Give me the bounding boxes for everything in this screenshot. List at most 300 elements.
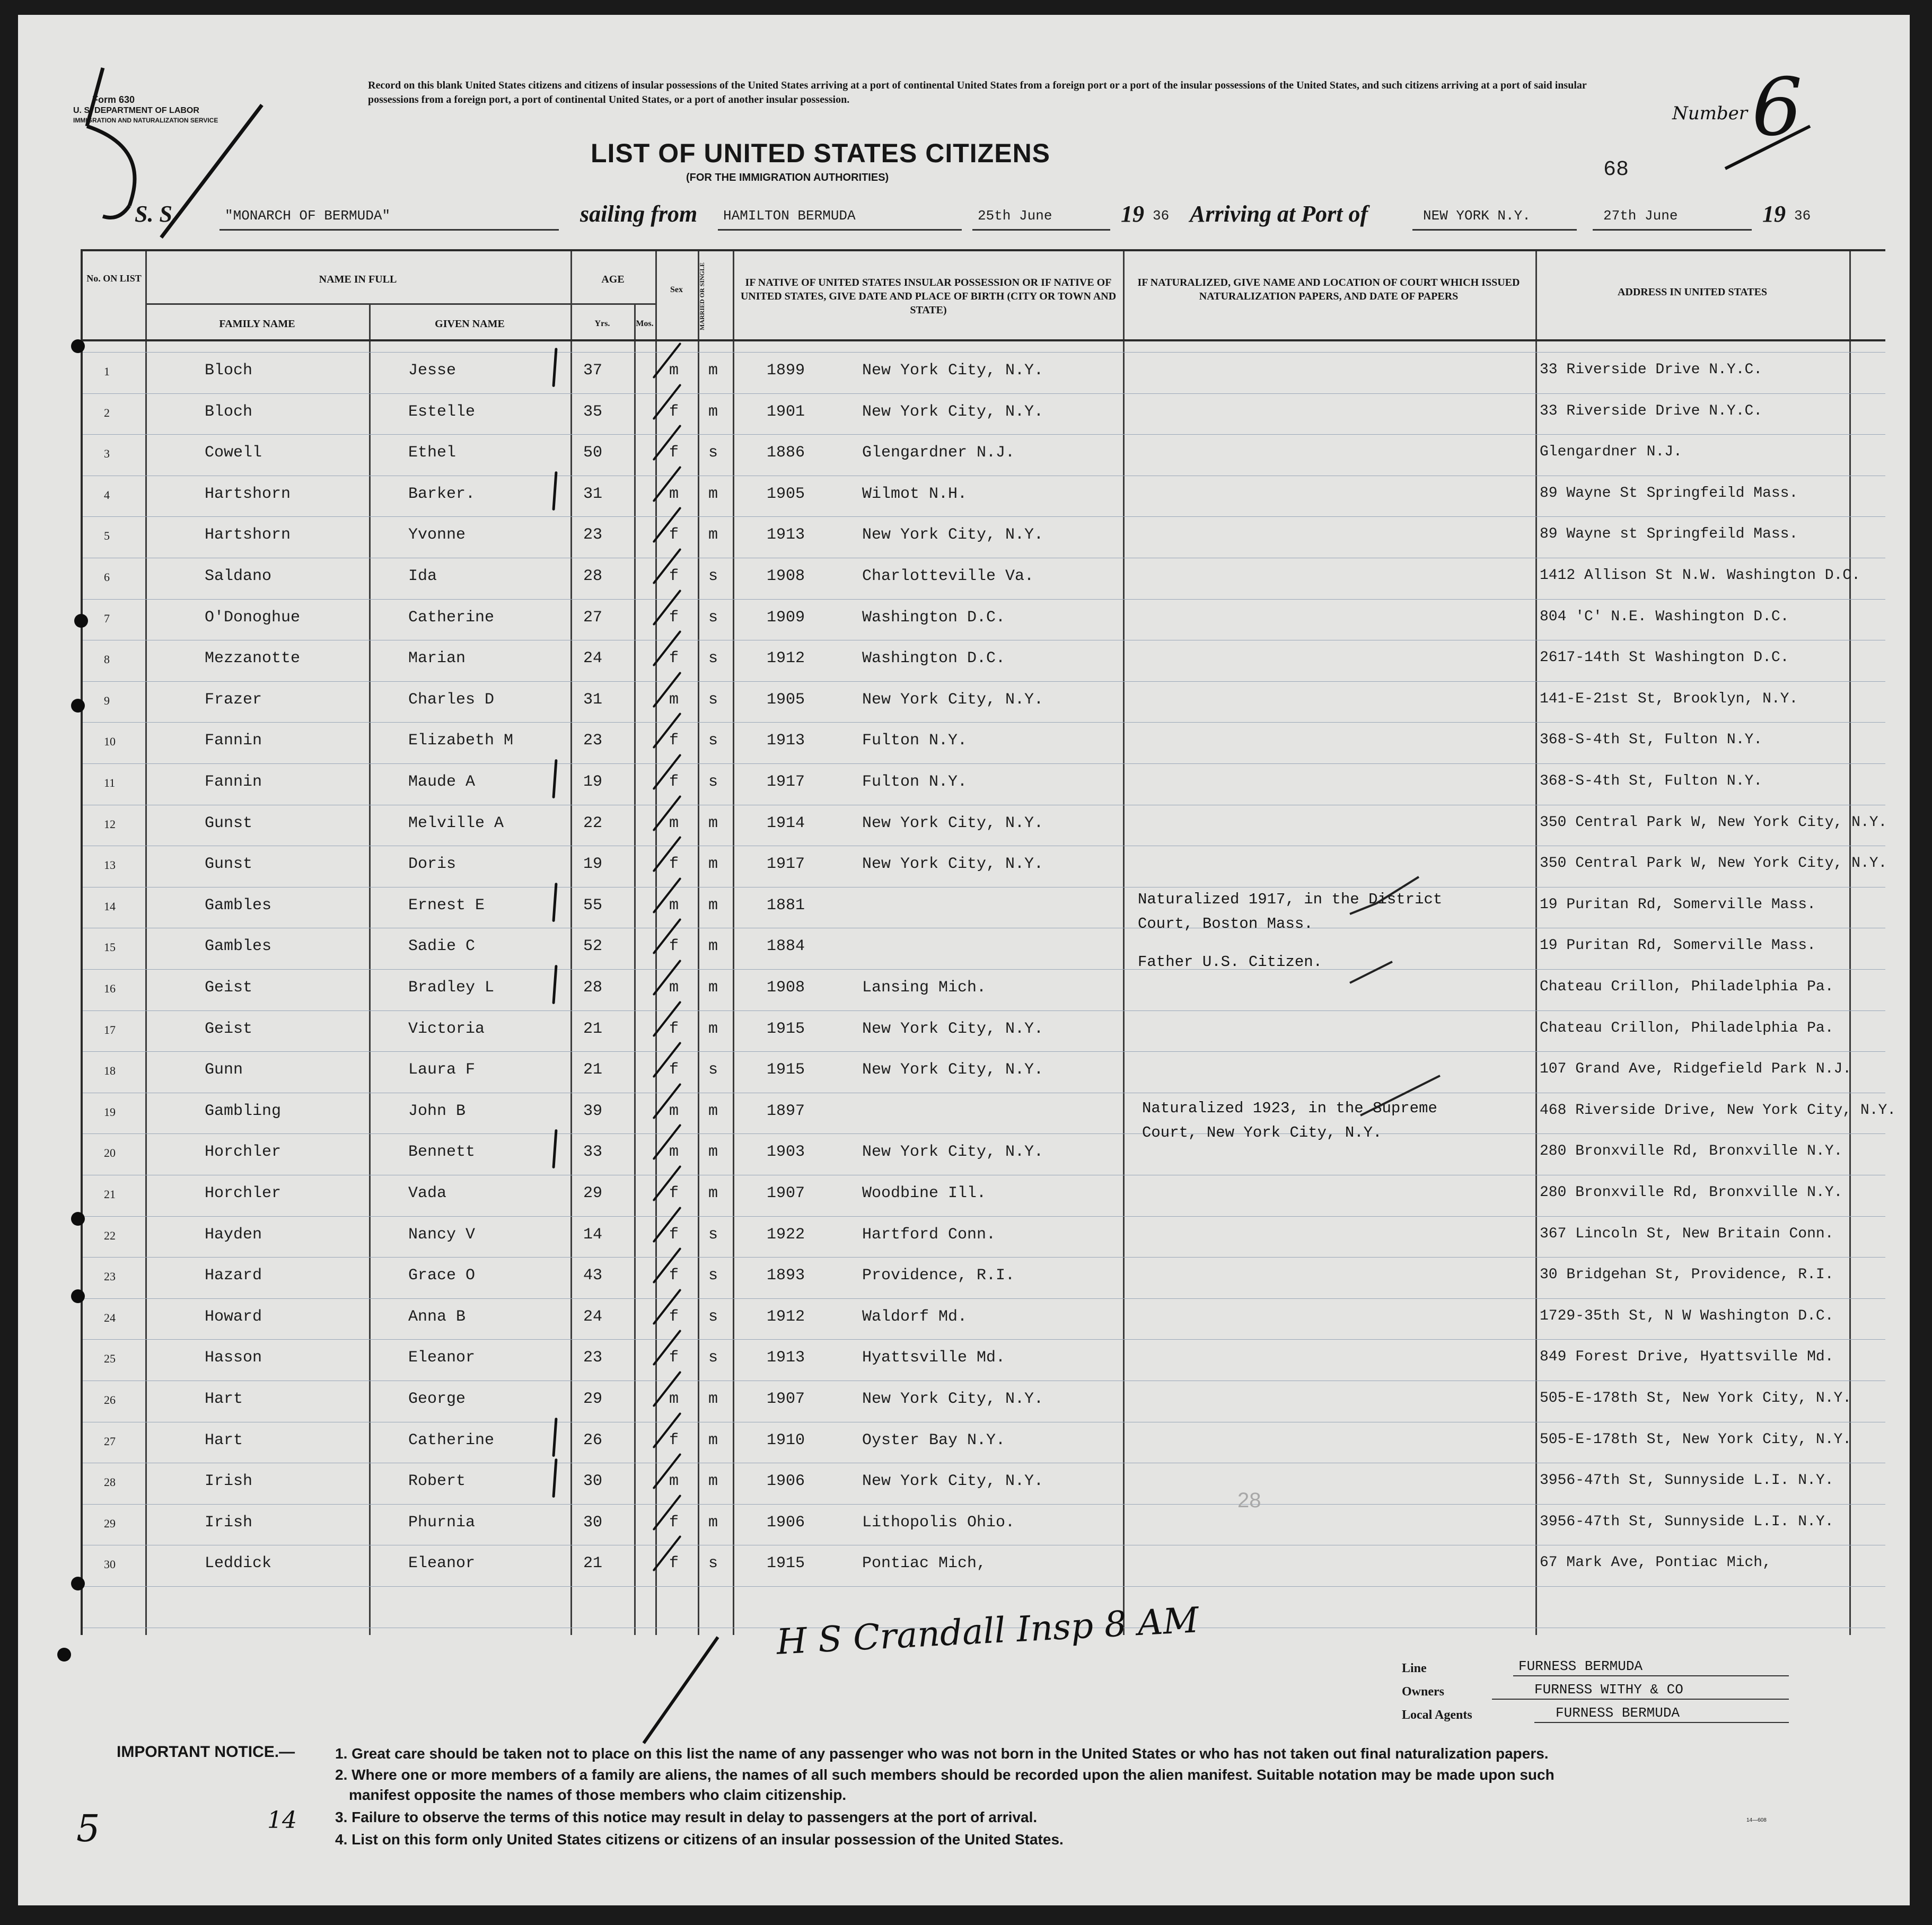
- birth-place: Hyattsville Md.: [862, 1349, 1006, 1367]
- given-name: Ethel: [408, 444, 456, 462]
- note-check-marks-icon: [1345, 866, 1663, 1163]
- age-years: 31: [583, 485, 603, 503]
- address: 849 Forest Drive, Hyattsville Md.: [1540, 1349, 1834, 1366]
- given-name: Laura F: [408, 1061, 476, 1079]
- birth-year: 1899: [767, 362, 805, 380]
- family-name: Hayden: [205, 1225, 262, 1244]
- address: 367 Lincoln St, New Britain Conn.: [1540, 1225, 1834, 1242]
- sex: m: [669, 690, 679, 709]
- given-name: Eleanor: [408, 1349, 476, 1367]
- row-number: 26: [104, 1393, 116, 1407]
- table-row: [83, 348, 1885, 389]
- marital-status: s: [708, 649, 718, 668]
- marital-status: m: [708, 1102, 718, 1120]
- birth-year: 1884: [767, 937, 805, 956]
- header-naturalized: IF NATURALIZED, GIVE NAME AND LOCATION OF COURT WHICH ISSUED NATURALIZATION PAPERS, AND DATE OF PAPERS: [1137, 277, 1520, 302]
- birth-place: Washington D.C.: [862, 608, 1006, 627]
- age-years: 28: [583, 979, 603, 997]
- row-number: 17: [104, 1023, 116, 1036]
- table-row: [83, 389, 1885, 430]
- punch-hole: [71, 1212, 85, 1226]
- marital-status: m: [708, 979, 718, 997]
- sex: m: [669, 485, 679, 503]
- row-number: 27: [104, 1434, 116, 1448]
- birth-year: 1912: [767, 649, 805, 668]
- birth-place: Wilmot N.H.: [862, 485, 968, 503]
- birth-year: 1922: [767, 1225, 805, 1244]
- address: Glengardner N.J.: [1540, 444, 1682, 461]
- note-gambles-line2: Court, Boston Mass.: [1138, 915, 1313, 933]
- table-row: [83, 553, 1885, 595]
- row-number: 9: [104, 693, 110, 707]
- family-name: Geist: [205, 1019, 253, 1038]
- birth-place: Waldorf Md.: [862, 1307, 968, 1326]
- agents-label: Local Agents: [1402, 1708, 1472, 1722]
- header-given: GIVEN NAME: [435, 318, 505, 330]
- row-number: 25: [104, 1352, 116, 1366]
- family-name: Hazard: [205, 1267, 262, 1285]
- birth-year: 1913: [767, 526, 805, 544]
- birth-year: 1893: [767, 1267, 805, 1285]
- birth-year: 1906: [767, 1513, 805, 1532]
- birth-year: 1907: [767, 1390, 805, 1408]
- page-title: LIST OF UNITED STATES CITIZENS: [591, 138, 1051, 168]
- marital-status: m: [708, 1143, 718, 1162]
- sex: f: [669, 732, 679, 750]
- family-name: Mezzanotte: [205, 649, 301, 668]
- sex: m: [669, 979, 679, 997]
- tally-mark-icon: [552, 348, 557, 387]
- marital-status: s: [708, 608, 718, 627]
- table-row: [83, 430, 1885, 471]
- age-years: 14: [583, 1225, 603, 1244]
- birth-place: New York City, N.Y.: [862, 1143, 1044, 1162]
- marital-status: m: [708, 1390, 718, 1408]
- sex: f: [669, 937, 679, 956]
- sex: m: [669, 1390, 679, 1408]
- birth-place: Lithopolis Ohio.: [862, 1513, 1015, 1532]
- header-sex: Sex: [670, 285, 683, 294]
- marital-status: m: [708, 526, 718, 544]
- table-row: [83, 1541, 1885, 1582]
- given-name: Vada: [408, 1184, 447, 1202]
- family-name: Gambles: [205, 896, 272, 915]
- row-number: 21: [104, 1188, 116, 1201]
- birth-year: 1908: [767, 567, 805, 585]
- sex: f: [669, 1267, 679, 1285]
- birth-place: Providence, R.I.: [862, 1267, 1015, 1285]
- given-name: Charles D: [408, 690, 495, 709]
- to-port-underline: [1412, 229, 1577, 231]
- address: 33 Riverside Drive N.Y.C.: [1540, 402, 1763, 419]
- table-row: [83, 1171, 1885, 1212]
- family-name: Gunst: [205, 814, 253, 832]
- family-name: Hart: [205, 1390, 243, 1408]
- row-number: 6: [104, 570, 110, 584]
- address: 89 Wayne St Springfeild Mass.: [1540, 485, 1798, 502]
- family-name: Frazer: [205, 690, 262, 709]
- marital-status: m: [708, 1431, 718, 1449]
- address: 107 Grand Ave, Ridgefield Park N.J.: [1540, 1061, 1852, 1078]
- address: 19 Puritan Rd, Somerville Mass.: [1540, 937, 1816, 954]
- row-number: 7: [104, 611, 110, 625]
- notice-item-2: 2. Where one or more members of a family are aliens, the names of all such members should be recorded upon the alien manifest. Suitable notation may be made upon such: [335, 1766, 1555, 1783]
- to-port: NEW YORK N.Y.: [1423, 208, 1531, 224]
- number-value: 6: [1752, 61, 1803, 154]
- marital-status: s: [708, 1554, 718, 1573]
- address: 368-S-4th St, Fulton N.Y.: [1540, 732, 1763, 749]
- address: 33 Riverside Drive N.Y.C.: [1540, 362, 1763, 378]
- age-years: 50: [583, 444, 603, 462]
- notice-item-1: 1. Great care should be taken not to place on this list the name of any passenger who was not born in the United States or who has not taken out final naturalization papers.: [335, 1745, 1549, 1762]
- row-number: 15: [104, 940, 116, 954]
- header-family: FAMILY NAME: [219, 318, 295, 330]
- address: 280 Bronxville Rd, Bronxville N.Y.: [1540, 1143, 1843, 1160]
- row-number: 11: [104, 776, 116, 789]
- given-name: Robert: [408, 1472, 466, 1491]
- address: 89 Wayne st Springfeild Mass.: [1540, 526, 1798, 543]
- age-years: 26: [583, 1431, 603, 1449]
- agents-value: FURNESS BERMUDA: [1556, 1705, 1680, 1721]
- table-row: [83, 1458, 1885, 1500]
- row-number: 20: [104, 1146, 116, 1160]
- family-name: Fannin: [205, 732, 262, 750]
- header-married: MARRIED OR SINGLE: [698, 262, 706, 331]
- age-years: 52: [583, 937, 603, 956]
- age-years: 19: [583, 773, 603, 791]
- family-name: Leddick: [205, 1554, 272, 1573]
- header-address: ADDRESS IN UNITED STATES: [1617, 286, 1768, 298]
- marital-status: s: [708, 1307, 718, 1326]
- stamp-number: 28: [1237, 1489, 1261, 1512]
- birth-year: 1912: [767, 1307, 805, 1326]
- row-number: 23: [104, 1270, 116, 1284]
- birth-year: 1905: [767, 485, 805, 503]
- family-name: Geist: [205, 979, 253, 997]
- age-years: 23: [583, 526, 603, 544]
- from-port: HAMILTON BERMUDA: [723, 208, 856, 224]
- row-number: 2: [104, 406, 110, 419]
- table-row: [83, 677, 1885, 718]
- age-years: 23: [583, 1349, 603, 1367]
- birth-year: 1907: [767, 1184, 805, 1202]
- given-name: Marian: [408, 649, 466, 668]
- sex: f: [669, 1307, 679, 1326]
- address: 2617-14th St Washington D.C.: [1540, 649, 1789, 666]
- family-name: Gambling: [205, 1102, 282, 1120]
- sex: f: [669, 567, 679, 585]
- marital-status: m: [708, 937, 718, 956]
- age-years: 33: [583, 1143, 603, 1162]
- punch-hole: [57, 1648, 71, 1662]
- age-years: 35: [583, 402, 603, 421]
- given-name: Doris: [408, 855, 456, 874]
- row-number: 24: [104, 1311, 116, 1324]
- family-name: Cowell: [205, 444, 262, 462]
- marital-status: m: [708, 362, 718, 380]
- line-value: FURNESS BERMUDA: [1518, 1658, 1643, 1674]
- handwritten-slash-icon: [1715, 105, 1821, 179]
- given-name: Sadie C: [408, 937, 476, 956]
- birth-place: New York City, N.Y.: [862, 1472, 1044, 1491]
- ship-name: "MONARCH OF BERMUDA": [225, 208, 391, 224]
- arrive-year-prefix: 19: [1762, 201, 1786, 227]
- note-gambles-line1: Naturalized 1917, in the District: [1138, 891, 1443, 908]
- sex: f: [669, 1061, 679, 1079]
- age-years: 31: [583, 690, 603, 709]
- depart-year-prefix: 19: [1121, 201, 1144, 227]
- given-name: Barker.: [408, 485, 476, 503]
- age-years: 28: [583, 567, 603, 585]
- arrive-year: 36: [1794, 208, 1811, 224]
- table-row: [83, 1500, 1885, 1541]
- family-name: Irish: [205, 1513, 253, 1532]
- marital-status: m: [708, 896, 718, 915]
- given-name: Bradley L: [408, 979, 495, 997]
- manifest-page: [18, 15, 1910, 1905]
- given-name: Maude A: [408, 773, 476, 791]
- family-name: Horchler: [205, 1143, 282, 1162]
- row-number: 13: [104, 858, 116, 872]
- table-row: [83, 718, 1885, 759]
- address: 350 Central Park W, New York City, N.Y.: [1540, 814, 1887, 831]
- header-yrs: Yrs.: [594, 319, 610, 328]
- age-years: 21: [583, 1554, 603, 1573]
- given-name: Eleanor: [408, 1554, 476, 1573]
- table-row: [83, 759, 1885, 801]
- row-number: 29: [104, 1516, 116, 1530]
- row-number: 18: [104, 1064, 116, 1078]
- birth-year: 1915: [767, 1061, 805, 1079]
- age-years: 43: [583, 1267, 603, 1285]
- age-years: 24: [583, 1307, 603, 1326]
- sex: f: [669, 1225, 679, 1244]
- ship-underline: [219, 229, 559, 231]
- punch-hole: [71, 1577, 85, 1590]
- header-native: IF NATIVE OF UNITED STATES INSULAR POSSESSION OR IF NATIVE OF UNITED STATES, GIVE DATE AND PLACE OF BIRTH (CITY OR TOWN AND STATE): [740, 277, 1117, 316]
- sex: m: [669, 1472, 679, 1491]
- age-years: 21: [583, 1061, 603, 1079]
- address: 350 Central Park W, New York City, N.Y.: [1540, 855, 1887, 872]
- birth-year: 1915: [767, 1019, 805, 1038]
- punch-hole: [71, 1289, 85, 1303]
- given-name: Catherine: [408, 1431, 495, 1449]
- address: 505-E-178th St, New York City, N.Y.: [1540, 1390, 1852, 1407]
- service-label: IMMIGRATION AND NATURALIZATION SERVICE: [73, 117, 218, 124]
- family-name: Horchler: [205, 1184, 282, 1202]
- line-underline: [1513, 1675, 1789, 1676]
- sex: f: [669, 855, 679, 874]
- birth-year: 1903: [767, 1143, 805, 1162]
- birth-place: Washington D.C.: [862, 649, 1006, 668]
- sex: f: [669, 649, 679, 668]
- marital-status: s: [708, 444, 718, 462]
- page-subtitle: (FOR THE IMMIGRATION AUTHORITIES): [686, 172, 889, 183]
- birth-year: 1914: [767, 814, 805, 832]
- birth-place: Fulton N.Y.: [862, 773, 968, 791]
- notice-item-4: 4. List on this form only United States citizens or citizens of an insular possession of the United States.: [335, 1831, 1064, 1848]
- family-name: Howard: [205, 1307, 262, 1326]
- given-name: Estelle: [408, 402, 476, 421]
- family-name: Gambles: [205, 937, 272, 956]
- birth-year: 1909: [767, 608, 805, 627]
- marital-status: m: [708, 1019, 718, 1038]
- birth-place: Fulton N.Y.: [862, 732, 968, 750]
- marital-status: m: [708, 1184, 718, 1202]
- depart-date: 25th June: [978, 208, 1052, 224]
- punch-hole: [71, 699, 85, 713]
- from-port-underline: [718, 229, 962, 231]
- marital-status: s: [708, 1225, 718, 1244]
- depart-year: 36: [1153, 208, 1170, 224]
- sex: f: [669, 1019, 679, 1038]
- row-number: 12: [104, 817, 116, 831]
- row-number: 1: [104, 365, 110, 378]
- sex: f: [669, 1184, 679, 1202]
- sex: m: [669, 1102, 679, 1120]
- row-number: 19: [104, 1105, 116, 1119]
- table-row: [83, 512, 1885, 553]
- row-number: 30: [104, 1558, 116, 1571]
- address: 468 Riverside Drive, New York City, N.Y.: [1540, 1102, 1896, 1119]
- table-row: [83, 1376, 1885, 1418]
- table-row: [83, 1335, 1885, 1376]
- given-name: Anna B: [408, 1307, 466, 1326]
- note-gambles-line3: Father U.S. Citizen.: [1138, 953, 1323, 971]
- list-number: 68: [1603, 158, 1629, 182]
- instructions-text: Record on this blank United States citizens and citizens of insular possessions of the United States arriving at a port of continental United States from a foreign port or a port of the insular possessions of the United States, and such citizens arriving at a port of said insular possessions from a foreign port, a port of continental United States, or a port of another insular possession.: [368, 80, 1587, 106]
- given-name: Ida: [408, 567, 437, 585]
- notice-item-2-cont: manifest opposite the names of those members who claim citizenship.: [349, 1787, 847, 1803]
- punch-hole: [71, 339, 85, 353]
- age-years: 29: [583, 1390, 603, 1408]
- sex: f: [669, 1513, 679, 1532]
- owners-value: FURNESS WITHY & CO: [1534, 1682, 1683, 1698]
- age-years: 19: [583, 855, 603, 874]
- table-row: [83, 1253, 1885, 1294]
- header-name-in-full: NAME IN FULL: [319, 274, 397, 285]
- note-gambling-line2: Court, New York City, N.Y.: [1142, 1124, 1382, 1141]
- given-name: Grace O: [408, 1267, 476, 1285]
- age-years: 22: [583, 814, 603, 832]
- age-subheader-rule: [570, 303, 655, 305]
- table-row: [83, 636, 1885, 677]
- birth-place: New York City, N.Y.: [862, 855, 1044, 874]
- row-number: 22: [104, 1228, 116, 1242]
- marital-status: s: [708, 773, 718, 791]
- birth-place: Oyster Bay N.Y.: [862, 1431, 1006, 1449]
- sex: f: [669, 444, 679, 462]
- ss-label: S. S.: [135, 201, 178, 227]
- family-name: Gunst: [205, 855, 253, 874]
- table-row: [83, 1294, 1885, 1335]
- birth-year: 1905: [767, 690, 805, 709]
- header-age: AGE: [601, 274, 625, 285]
- address: 67 Mark Ave, Pontiac Mich,: [1540, 1554, 1771, 1571]
- sailing-from-label: sailing from: [580, 201, 698, 227]
- birth-year: 1886: [767, 444, 805, 462]
- note-gambling-line1: Naturalized 1923, in the Supreme: [1142, 1100, 1437, 1117]
- table-row: [83, 595, 1885, 636]
- birth-year: 1901: [767, 402, 805, 421]
- owners-label: Owners: [1402, 1685, 1444, 1699]
- age-years: 39: [583, 1102, 603, 1120]
- address: 1729-35th St, N W Washington D.C.: [1540, 1307, 1834, 1324]
- sex: m: [669, 896, 679, 915]
- sex: m: [669, 362, 679, 380]
- family-name: Bloch: [205, 362, 253, 380]
- given-name: Phurnia: [408, 1513, 476, 1532]
- notice-item-3: 3. Failure to observe the terms of this notice may result in delay to passengers at the port of arrival.: [335, 1809, 1038, 1825]
- sex: m: [669, 1143, 679, 1162]
- family-name: Irish: [205, 1472, 253, 1491]
- address: 505-E-178th St, New York City, N.Y.: [1540, 1431, 1852, 1448]
- birth-year: 1897: [767, 1102, 805, 1120]
- family-name: Hartshorn: [205, 526, 291, 544]
- birth-place: New York City, N.Y.: [862, 1019, 1044, 1038]
- arrive-date: 27th June: [1603, 208, 1678, 224]
- address: 19 Puritan Rd, Somerville Mass.: [1540, 896, 1816, 913]
- sex: f: [669, 1554, 679, 1573]
- given-name: George: [408, 1390, 466, 1408]
- marital-status: m: [708, 1513, 718, 1532]
- birth-year: 1881: [767, 896, 805, 915]
- given-name: Melville A: [408, 814, 504, 832]
- given-name: Bennett: [408, 1143, 476, 1162]
- arriving-label: Arriving at Port of: [1190, 201, 1368, 227]
- table-row: [83, 1418, 1885, 1459]
- birth-year: 1915: [767, 1554, 805, 1573]
- age-years: 21: [583, 1019, 603, 1038]
- given-name: Ernest E: [408, 896, 485, 915]
- tally-mark-icon: [552, 883, 557, 922]
- tally-mark-icon: [552, 1458, 557, 1498]
- address: 3956-47th St, Sunnyside L.I. N.Y.: [1540, 1513, 1834, 1530]
- given-name: Elizabeth M: [408, 732, 514, 750]
- marital-status: m: [708, 402, 718, 421]
- birth-year: 1913: [767, 1349, 805, 1367]
- marital-status: s: [708, 732, 718, 750]
- sex: f: [669, 608, 679, 627]
- sex: f: [669, 773, 679, 791]
- sex: f: [669, 1349, 679, 1367]
- number-label: Number: [1672, 103, 1748, 124]
- birth-place: Hartford Conn.: [862, 1225, 996, 1244]
- header-mos: Mos.: [636, 319, 654, 328]
- given-name: Nancy V: [408, 1225, 476, 1244]
- birth-place: Pontiac Mich,: [862, 1554, 987, 1573]
- age-years: 29: [583, 1184, 603, 1202]
- address: Chateau Crillon, Philadelphia Pa.: [1540, 979, 1834, 995]
- given-name: Catherine: [408, 608, 495, 627]
- row-number: 16: [104, 982, 116, 995]
- sex: f: [669, 1431, 679, 1449]
- birth-place: Lansing Mich.: [862, 979, 987, 997]
- birth-place: Woodbine Ill.: [862, 1184, 987, 1202]
- address: 141-E-21st St, Brooklyn, N.Y.: [1540, 690, 1798, 707]
- table-row: [83, 471, 1885, 513]
- age-years: 23: [583, 732, 603, 750]
- birth-place: Charlotteville Va.: [862, 567, 1034, 585]
- marital-status: s: [708, 1267, 718, 1285]
- age-years: 37: [583, 362, 603, 380]
- table-row: [83, 1212, 1885, 1253]
- marital-status: s: [708, 567, 718, 585]
- department-label: U. S. DEPARTMENT OF LABOR: [73, 106, 199, 115]
- row-number: 5: [104, 529, 110, 543]
- tally-mark-icon: [552, 759, 557, 798]
- sex: f: [669, 526, 679, 544]
